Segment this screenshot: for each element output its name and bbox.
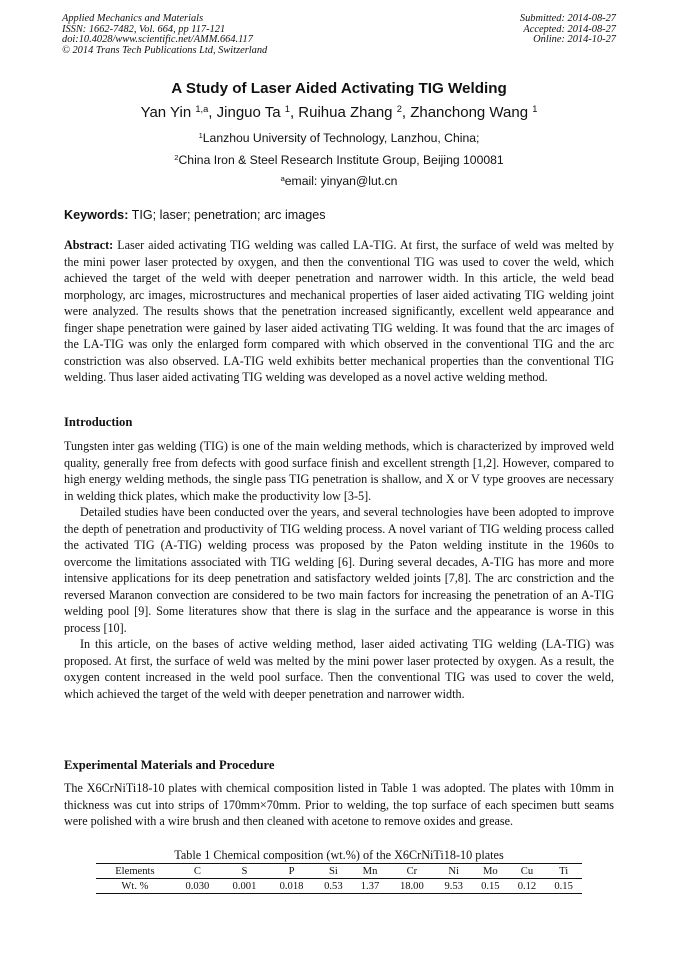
- introduction-body: [64, 438, 614, 702]
- experimental-body: [64, 780, 614, 830]
- table-cell: 0.15: [545, 879, 582, 894]
- author-affiliation-mark: 2: [396, 103, 402, 114]
- abstract-text: Laser aided activating TIG welding was called LA-TIG. At first, the surface of weld was melted by the mini power laser protected by oxygen, and then the conventional TIG was used to cover the weld, which achieved the target of the weld with deeper penetration and narrower width. In this article, the weld bead morphology, arc images, microstructures and mechanical properties of laser aided activating TIG welding joint were analyzed. The results shows that the penetration increased significantly, excellent weld appearance and finger shape penetration were gained by laser aided activating TIG welding. It was found that the arc images of the LA-TIG was only the enlarged form compared with which observed in the conventional TIG and the arc constriction was also observed. LA-TIG weld exhibits better mechanical properties than the conventional TIG welding. Thus laser aided activating TIG welding was developed as a novel active welding method.: [64, 238, 614, 384]
- paper-title: A Study of Laser Aided Activating TIG Welding: [171, 80, 507, 97]
- author-name: Yan Yin: [140, 104, 192, 121]
- table-header-cell: S: [221, 864, 268, 879]
- table-header-cell: Mn: [352, 864, 389, 879]
- submitted-date: Submitted: 2014-08-27: [519, 13, 616, 24]
- keywords-text: TIG; laser; penetration; arc images: [128, 208, 326, 222]
- accepted-date: Accepted: 2014-08-27: [523, 23, 616, 35]
- abstract-label: Abstract:: [64, 238, 114, 252]
- author-affiliation-mark: 1: [532, 103, 538, 114]
- table-cell: 1.37: [352, 879, 389, 894]
- author-list: Yan Yin $^{1,a}$, Jinguo Ta $^1$, Ruihua Zhang $^2$, Zhanchong Wang $^1$: [140, 103, 538, 121]
- table-cell: 0.018: [268, 879, 315, 894]
- table-caption: Table 1 Chemical composition (wt.%) of the X6CrNiTi18-10 plates: [174, 848, 504, 862]
- keywords: [64, 208, 326, 222]
- paragraph: The X6CrNiTi18-10 plates with chemical composition listed in Table 1 was adopted. The plates with 10mm in thickness was cut into strips of 170mm×70mm. Prior to welding, the top surface of each specimen butt seams were polished with a wire brush and then cleaned with acetone to remove oxides and grease.: [64, 781, 614, 828]
- abstract: [64, 237, 614, 386]
- keywords-label: Keywords:: [64, 208, 129, 222]
- composition-table: [96, 863, 582, 894]
- table-cell: 0.001: [221, 879, 268, 894]
- paragraph: Detailed studies have been conducted over the years, and several technologies have been adopted to improve the depth of penetration and productivity of TIG welding process. A novel variant of TIG welding process called the activated TIG (A-TIG) welding process was proposed by the Paton welding institute in the 1960s to overcome the limitations associated with TIG welding [6]. During several decades, A-TIG has more and more intensive applications for its deep penetration and satisfactory welded joints [7,8]. The arc constriction and the reversed Maranon convection are considered to be two main factors for increasing the penetration of an A-TIG welding pool [9]. Some literatures show that there is slag in the surface and the appearance is worse in this process [10].: [64, 505, 614, 635]
- author-affiliation-mark: 1,a: [195, 103, 209, 114]
- table-header-cell: Si: [315, 864, 352, 879]
- journal-issn: ISSN: 1662-7482, Vol. 664, pp 117-121: [62, 23, 226, 35]
- table-header-cell: C: [174, 864, 221, 879]
- journal-copyright: © 2014 Trans Tech Publications Ltd, Switzerland: [62, 44, 268, 56]
- author-name: Jinguo Ta: [216, 104, 281, 121]
- table-cell: 18.00: [388, 879, 435, 894]
- table-header-cell: P: [268, 864, 315, 879]
- journal-doi: doi:10.4028/www.scientific.net/AMM.664.117: [62, 34, 253, 46]
- table-cell: 0.12: [509, 879, 546, 894]
- table-header-cell: Ti: [545, 864, 582, 879]
- section-heading-introduction: Introduction: [64, 415, 133, 429]
- journal-name: Applied Mechanics and Materials: [62, 13, 204, 24]
- table-cell: 0.53: [315, 879, 352, 894]
- author-name: Zhanchong Wang: [410, 104, 529, 121]
- table-header-row: [96, 864, 582, 879]
- author-affiliation-mark: 1: [284, 103, 290, 114]
- table-header-cell: Cu: [509, 864, 546, 879]
- table-header-cell: Mo: [472, 864, 509, 879]
- table-header-cell: Cr: [388, 864, 435, 879]
- table-cell: 0.030: [174, 879, 221, 894]
- journal-header-left: [62, 14, 267, 56]
- journal-header-right: [520, 14, 616, 46]
- paragraph: Tungsten inter gas welding (TIG) is one of the main welding methods, which is characterized by improved weld quality, generally free from defects with good surface finish and excellent strength [1,2]. However, compared to high energy welding methods, the single pass TIG penetration is shallow, and X or V type grooves are necessary in welding thick plates, which make the productivity low [3-5].: [64, 439, 614, 503]
- paragraph: In this article, on the bases of active welding method, laser aided activating TIG welding (LA-TIG) was proposed. At first, the surface of weld was melted by the mini power laser protected by oxygen. As a result, the oxygen content increased in the weld pool surface. Then the conventional TIG was used to cover the weld, which achieved the target of the weld with deeper penetration and narrower width.: [64, 637, 614, 701]
- table-cell: 0.15: [472, 879, 509, 894]
- table-cell: Wt. %: [96, 879, 174, 894]
- affiliation-2: $^2$China Iron & Steel Research Institute Group, Beijing 100081: [174, 152, 504, 167]
- author-email: $^a$email: yinyan@lut.cn: [280, 173, 398, 188]
- table-row: [96, 879, 582, 894]
- table-header-cell: Elements: [96, 864, 174, 879]
- affiliation-1: $^1$Lanzhou University of Technology, Lanzhou, China;: [198, 130, 480, 145]
- section-heading-experimental: Experimental Materials and Procedure: [64, 758, 275, 772]
- table-header-cell: Ni: [435, 864, 472, 879]
- author-name: Ruihua Zhang: [298, 104, 393, 121]
- online-date: Online: 2014-10-27: [533, 34, 616, 46]
- table-cell: 9.53: [435, 879, 472, 894]
